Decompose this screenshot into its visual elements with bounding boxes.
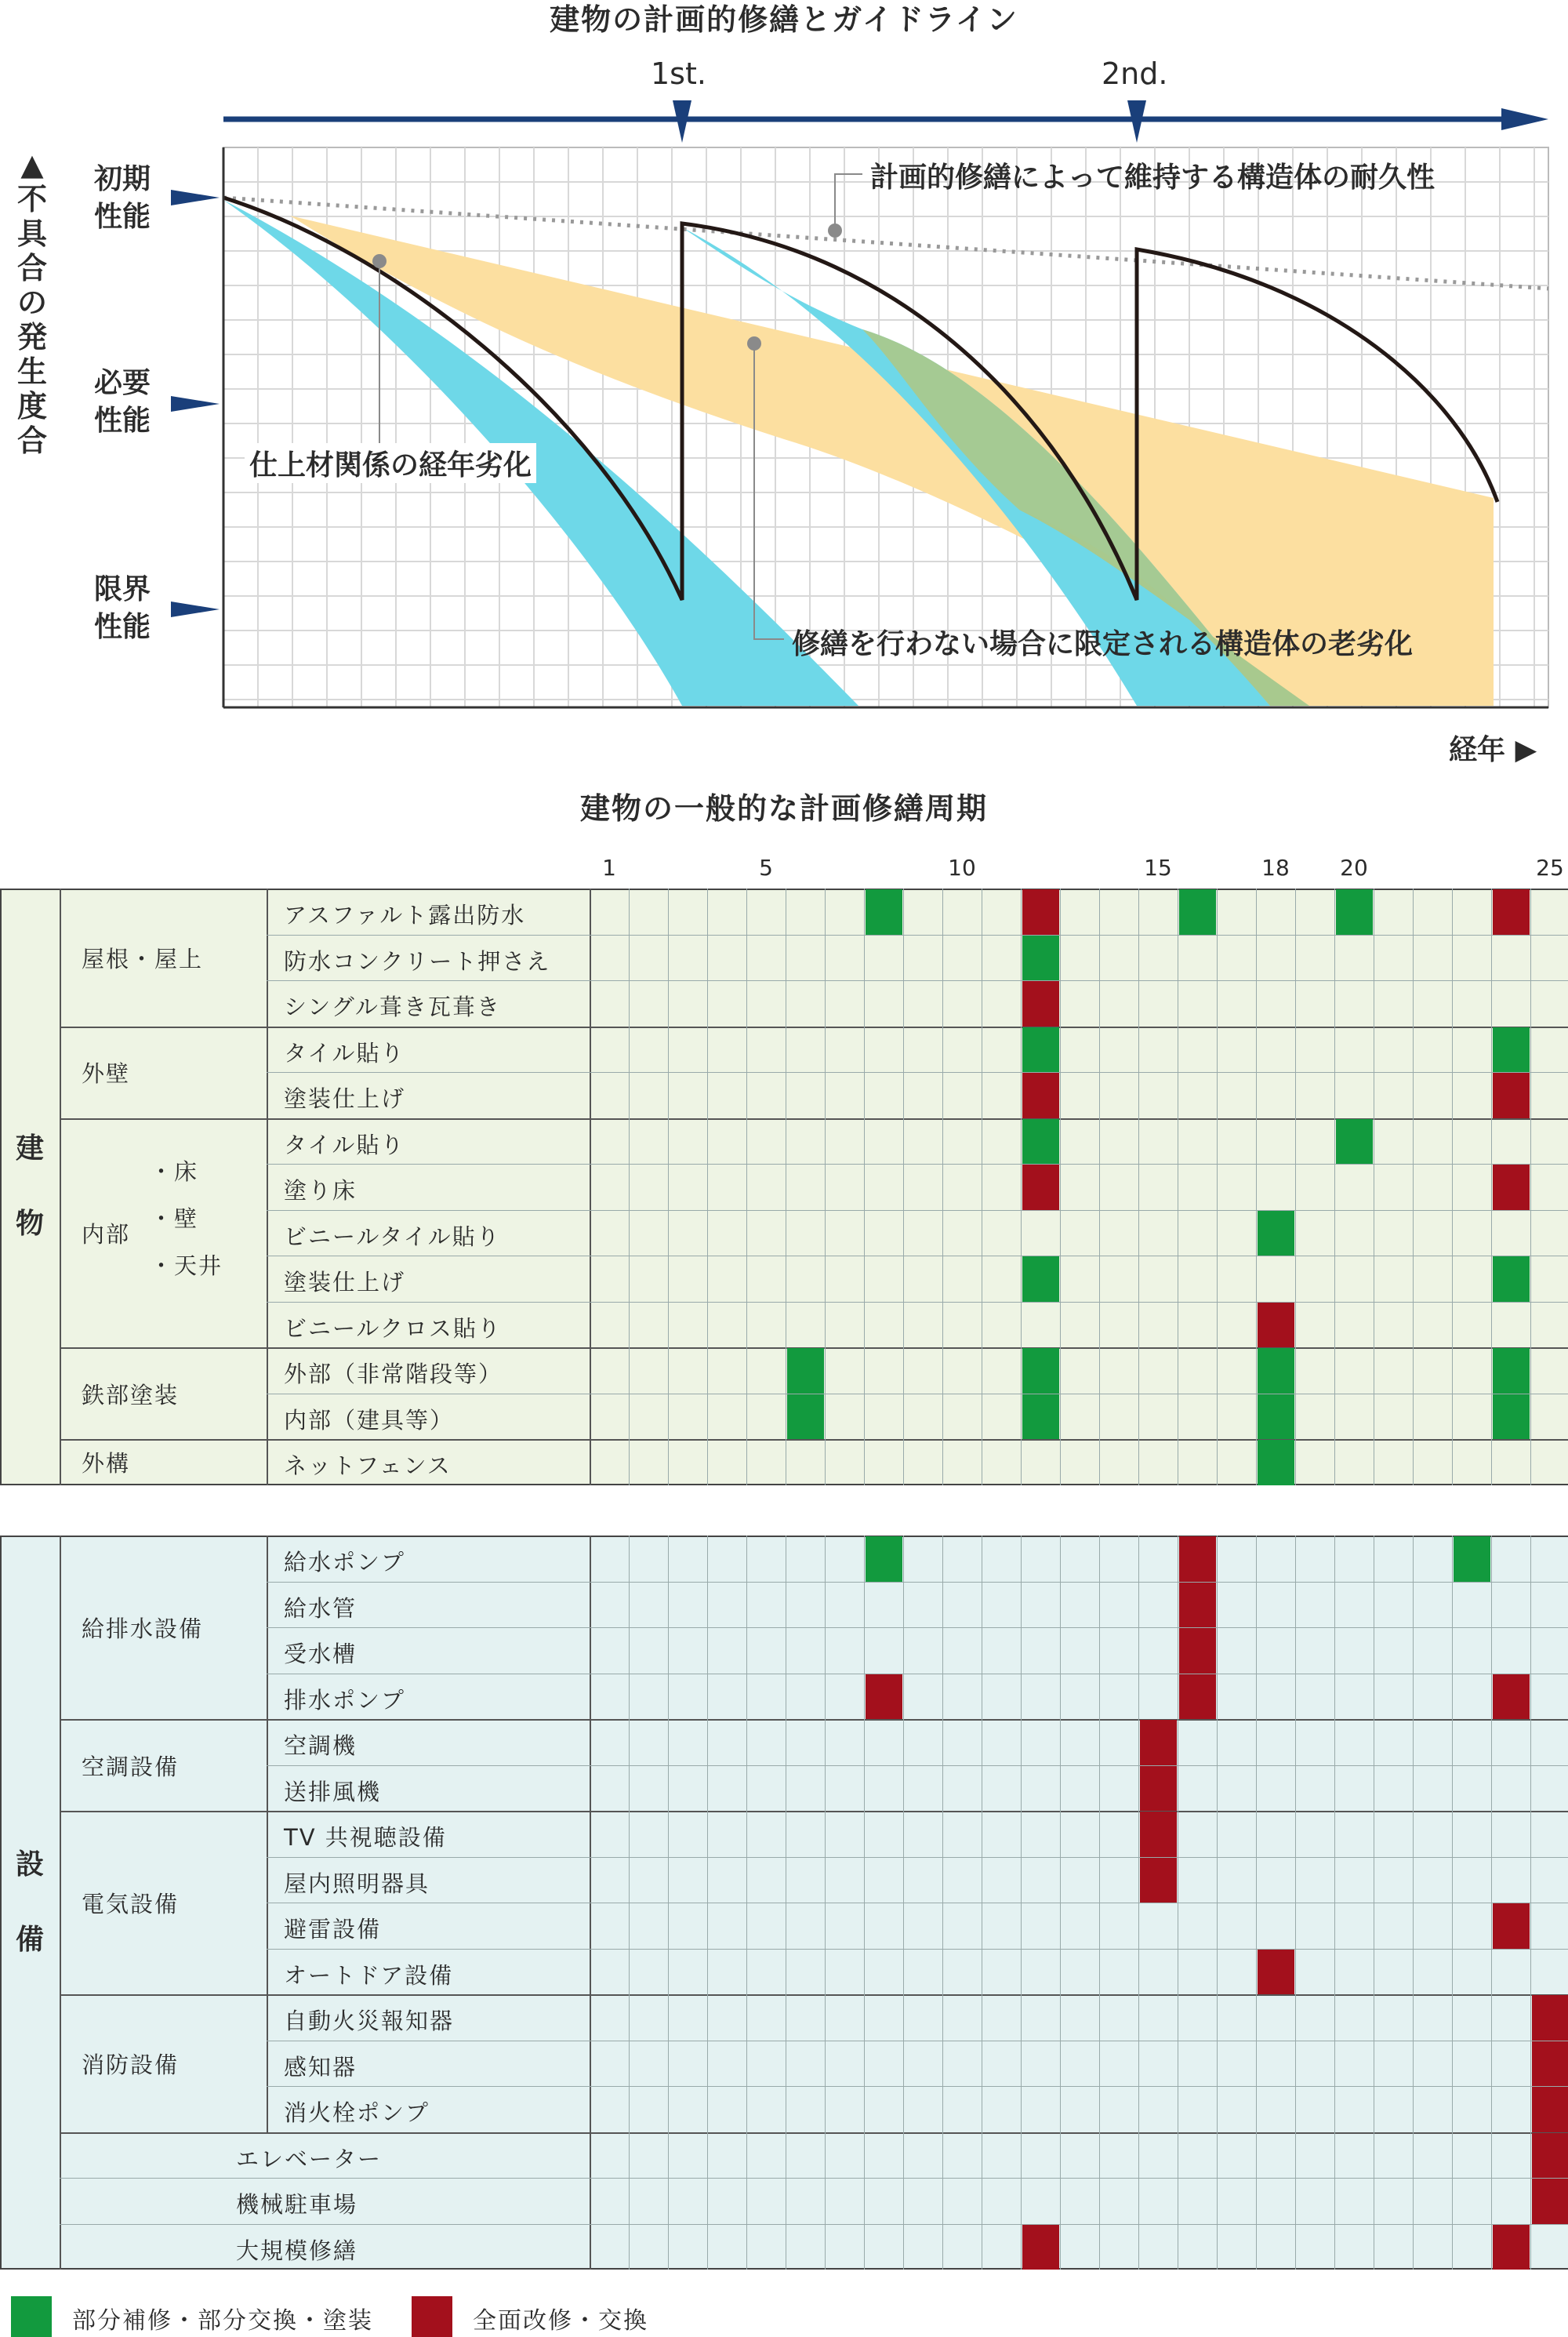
- level-limit: 限界 性能: [94, 573, 151, 643]
- cell-red-24: [1493, 889, 1530, 935]
- cell-red-15: [1140, 1766, 1177, 1812]
- row-label: ビニールタイル貼り: [284, 1223, 501, 1250]
- row-label: TV 共視聴設備: [284, 1824, 447, 1851]
- group-label: 給排水設備: [82, 1616, 204, 1642]
- marker-2nd-label: 2nd.: [1102, 56, 1168, 91]
- legend-green-swatch: [11, 2296, 52, 2337]
- row-label: オートドア設備: [284, 1961, 454, 1989]
- cell-red-12: [1022, 1073, 1059, 1118]
- row-label: タイル貼り: [284, 1039, 405, 1067]
- cell-green-24: [1493, 1027, 1530, 1073]
- x-axis-label: 経年 ▶: [1449, 734, 1537, 766]
- marker-1st-label: 1st.: [651, 56, 706, 91]
- year-tick-10: 10: [948, 855, 976, 881]
- row-label: 受水槽: [284, 1641, 358, 1667]
- row-label: 給水ポンプ: [284, 1549, 406, 1576]
- row-label: 外部（非常階段等）: [284, 1361, 503, 1387]
- group-sublabel: ・天井: [150, 1252, 223, 1279]
- cell-green-8: [866, 1536, 902, 1582]
- cell-green-16: [1179, 889, 1216, 935]
- year-tick-5: 5: [759, 855, 773, 881]
- cell-red-15: [1140, 1720, 1177, 1765]
- group-label: 消防設備: [82, 2051, 180, 2078]
- row-label: 塗り床: [284, 1177, 358, 1204]
- cell-green-12: [1022, 1119, 1059, 1165]
- legend-green-label: 部分補修・部分交換・塗装: [72, 2307, 373, 2335]
- cell-red-12: [1022, 1165, 1059, 1210]
- cell-red-16: [1179, 1583, 1216, 1628]
- cell-green-18: [1258, 1348, 1294, 1394]
- y-axis-label: ▲ 不 具 合 の 発 生 度 合: [16, 147, 47, 458]
- row-label: 防水コンクリート押さえ: [284, 947, 551, 975]
- cell-red-18: [1258, 1303, 1294, 1348]
- top-chart: [0, 0, 1568, 784]
- timeline-arrowhead: [1501, 108, 1548, 130]
- cell-red-24: [1493, 2225, 1530, 2270]
- year-tick-25: 25: [1536, 855, 1564, 881]
- group-label: 空調設備: [82, 1753, 180, 1780]
- cell-red-25: [1532, 2087, 1568, 2132]
- group-sublabel: ・壁: [150, 1205, 199, 1232]
- year-tick-15: 15: [1144, 855, 1172, 881]
- cell-red-24: [1493, 1165, 1530, 1210]
- group-sublabel: ・床: [150, 1158, 199, 1185]
- cell-red-25: [1532, 2179, 1568, 2224]
- section-label-1: 設 備: [15, 1848, 44, 1956]
- row-label: 感知器: [284, 2053, 358, 2081]
- cell-red-18: [1258, 1950, 1294, 1995]
- year-tick-1: 1: [602, 855, 616, 881]
- cell-green-12: [1022, 1027, 1059, 1073]
- cell-red-16: [1179, 1536, 1216, 1582]
- top-chart-title: 建物の計画的修繕とガイドライン: [550, 2, 1018, 37]
- row-label: 大規模修繕: [236, 2237, 358, 2264]
- cell-red-24: [1493, 1073, 1530, 1118]
- cell-red-25: [1532, 1995, 1568, 2041]
- row-label: 自動火災報知器: [284, 2008, 455, 2034]
- cell-green-12: [1022, 1394, 1059, 1440]
- year-tick-20: 20: [1340, 855, 1368, 881]
- level-initial: 初期 性能: [94, 163, 151, 233]
- row-label: 機械駐車場: [236, 2191, 358, 2218]
- row-label: 屋内照明器具: [284, 1870, 430, 1897]
- cell-red-15: [1140, 1812, 1177, 1857]
- cell-green-12: [1022, 1256, 1059, 1302]
- cell-green-18: [1258, 1211, 1294, 1256]
- cell-red-12: [1022, 2225, 1059, 2270]
- cell-green-24: [1493, 1394, 1530, 1440]
- level-arrow-limit: [171, 602, 220, 617]
- row-label: 排水ポンプ: [284, 1686, 406, 1714]
- legend-red-label: 全面改修・交換: [473, 2307, 648, 2335]
- row-label: エレベーター: [236, 2145, 383, 2172]
- cell-green-12: [1022, 936, 1059, 981]
- row-label: 送排風機: [284, 1778, 382, 1805]
- row-label: アスファルト露出防水: [284, 902, 526, 929]
- group-label: 内部: [82, 1220, 131, 1248]
- row-label: 消火栓ポンプ: [284, 2099, 430, 2126]
- cell-green-18: [1258, 1440, 1294, 1485]
- cell-green-23: [1454, 1536, 1490, 1582]
- cell-red-8: [866, 1674, 902, 1720]
- cell-red-24: [1493, 1903, 1530, 1949]
- row-label: 塗装仕上げ: [284, 1085, 406, 1112]
- row-label: 給水管: [284, 1594, 358, 1622]
- cell-green-18: [1258, 1394, 1294, 1440]
- group-label: 電気設備: [82, 1891, 180, 1917]
- group-label: 鉄部塗装: [82, 1381, 180, 1408]
- row-label: タイル貼り: [284, 1131, 405, 1158]
- cell-red-25: [1532, 2133, 1568, 2179]
- annotation-blue-band: 仕上材関係の経年劣化: [245, 443, 536, 483]
- cell-green-24: [1493, 1256, 1530, 1302]
- level-arrow-required: [171, 396, 220, 412]
- cell-green-6: [787, 1394, 824, 1440]
- row-label: シングル葺き瓦葺き: [284, 994, 501, 1020]
- legend-red-swatch: [412, 2296, 452, 2337]
- cell-green-8: [866, 889, 902, 935]
- row-label: 避雷設備: [284, 1916, 382, 1943]
- row-label: 内部（建具等）: [284, 1406, 455, 1434]
- cell-green-20: [1336, 889, 1373, 935]
- row-label: 塗装仕上げ: [284, 1269, 406, 1296]
- group-label: 屋根・屋上: [82, 945, 204, 972]
- annotation-orange-band: 修繕を行わない場合に限定される構造体の老劣化: [792, 628, 1414, 660]
- cell-red-12: [1022, 981, 1059, 1027]
- section-label-0: 建 物: [15, 1132, 44, 1241]
- cell-green-20: [1336, 1119, 1373, 1165]
- row-label: 空調機: [284, 1732, 358, 1759]
- cell-red-25: [1532, 2041, 1568, 2087]
- cell-green-12: [1022, 1348, 1059, 1394]
- cell-red-24: [1493, 1674, 1530, 1720]
- year-tick-18: 18: [1261, 855, 1290, 881]
- cell-red-15: [1140, 1858, 1177, 1903]
- group-label: 外構: [82, 1450, 131, 1477]
- row-label: ネットフェンス: [284, 1452, 452, 1479]
- cell-red-16: [1179, 1628, 1216, 1674]
- cell-red-12: [1022, 889, 1059, 935]
- cell-green-24: [1493, 1348, 1530, 1394]
- row-label: ビニールクロス貼り: [284, 1314, 502, 1342]
- level-required: 必要 性能: [94, 367, 151, 437]
- level-arrow-initial: [171, 190, 220, 205]
- table-title: 建物の一般的な計画修繕周期: [579, 791, 988, 826]
- annotation-dotted-line: 計画的修繕によって維持する構造体の耐久性: [870, 162, 1436, 194]
- cell-red-16: [1179, 1674, 1216, 1720]
- cell-green-6: [787, 1348, 824, 1394]
- group-label: 外壁: [82, 1060, 131, 1087]
- section-0: [0, 889, 1568, 1485]
